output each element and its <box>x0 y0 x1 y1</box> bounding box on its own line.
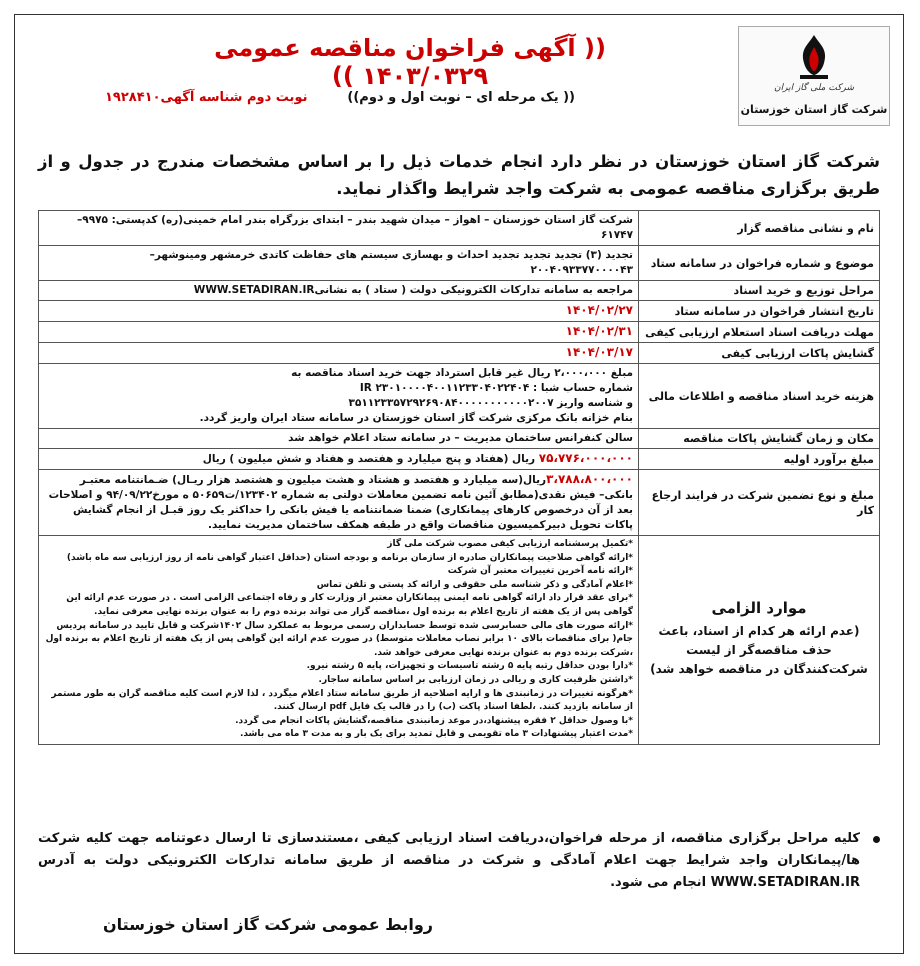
estimate-text: ریال (هفتاد و پنج میلیارد و هفتصد و هفتاد و شش میلیون ) ریال <box>202 453 539 465</box>
row-value <box>39 364 639 429</box>
row-value: تجدید (۳) تجدید تجدید تجدید احداث و بهسازی سیستم های حفاظت کاتدی خرمشهر ومینوشهر– ۲۰۰۴۰۹۳۳۷۷۰۰۰۰۴۳ <box>39 246 639 281</box>
list-item: *ارائه صورت های مالی حسابرسی شده توسط حسابداران رسمی مربوط به عملکرد سال ۱۴۰۲شرکت و قابل تایید در سامانه پردیس جام( برای مناقصات بالای ۱۰ برابر نصاب معاملات متوسط) در صورت عدم ارائه این گواهی پس از یک هفته از تاریخ اعلام به برنده اول ،شرکت برنده دوم به عنوان برنده نهایی معرفی خواهد شد. <box>45 620 633 658</box>
row-label: مهلت دریافت اسناد استعلام ارزیابی کیفی <box>639 322 880 343</box>
guarantee-amount: ۳،۷۸۸،۸۰۰،۰۰۰ <box>546 472 633 486</box>
logo-tagline: شرکت ملی گاز ایران <box>774 83 854 93</box>
table-row <box>39 301 880 322</box>
row-value <box>39 449 639 470</box>
list-item: *ارائه نامه آخرین تغییرات معتبر آن شرکت <box>447 566 633 577</box>
table-row <box>39 364 880 429</box>
process-note: کلیه مراحل برگزاری مناقصه، از مرحله فراخوان،دریافت اسناد ارزیابی کیفی ،مستندسازی تا ارسال دعوتنامه جهت کلیه شرکت ها/پیمانکاران واجد شرایط جهت اعلام آمادگی و شرکت در مناقصه از طریق سامانه تدارکات الکترونیکی دولت به آدرس WWW.SETADIRAN.IR انجام می شود. <box>38 831 860 890</box>
row-label: موضوع و شماره فراخوان در سامانه ستاد <box>639 246 880 281</box>
row-label: مبلغ و نوع تضمین شرکت در فرایند ارجاع کار <box>639 470 880 536</box>
row-label: نام و نشانی مناقصه گزار <box>639 211 880 246</box>
row-value: سالن کنفرانس ساختمان مدیریت – در سامانه ستاد اعلام خواهد شد <box>39 429 639 449</box>
fee-line: مبلغ ۲،۰۰۰،۰۰۰ ریال غیر قابل استرداد جهت خرید اسناد مناقصه به <box>291 367 633 379</box>
footer-signature: روابط عمومی شرکت گاز استان خوزستان <box>103 915 433 934</box>
page-subtitle: (( یک مرحله ای – نوبت اول و دوم)) <box>347 90 575 105</box>
row-label: هزینه خرید اسناد مناقصه و اطلاعات مالی <box>639 364 880 429</box>
table-row <box>39 449 880 470</box>
table-row <box>39 429 880 449</box>
company-logo <box>738 26 890 126</box>
row-label: مکان و زمان گشایش پاکات مناقصه <box>639 429 880 449</box>
guarantee-text: ریال(سه میلیارد و هفتصد و هشتاد و هشت میلیون و هشتصد هزار ریـال) ضـمانتنامه معتبـر بانکی– فیش نقدی(مطابق آئین نامه تضمین معاملات دولتی به شماره ۱۲۳۴۰۲/ت۵۰۶۵۹ ه مورخ۹۴/۰۹/۲۲ و اصلاحات بعد از آن درخصوص کارهای پیمانکاری) ضمنا ضمانتنامه یا فیش بانکی را حداکثر یک روز قبـل از انجام گشایش پاکات تحویل دبیرکمیسیون مناقصات واقع در طبقه همکف ساختمان مدیریت نمایید. <box>48 474 633 531</box>
table-row <box>39 322 880 343</box>
treasury-line: بنام خزانه بانک مرکزی شرکت گاز استان خوزستان در سامانه ستاد ایران واریز گردد. <box>199 412 633 424</box>
list-item: *با وصول حداقل ۲ فقره پیشنهاد،در موعد زمانبندی مناقصه،گشایش پاکات انجام می گردد. <box>235 715 633 726</box>
row-label: تاریخ انتشار فراخوان در سامانه ستاد <box>639 301 880 322</box>
list-item: *مدت اعتبار پیشنهادات ۳ ماه تقویمی و قابل تمدید برای یک بار و به مدت ۳ ماه می باشد. <box>239 729 633 740</box>
payment-id-line: و شناسه واریز ۳۵۱۱۲۳۳۵۷۲۹۲۶۹۰۸۴۰۰۰۰۰۰۰۰۰۰۰۲۰۰۷ <box>348 397 633 409</box>
row-label: مبلغ برآورد اولیه <box>639 449 880 470</box>
tender-spec-table <box>38 210 880 745</box>
row-value: شرکت گاز استان خوزستان – اهواز – میدان شهید بندر – ابتدای بزرگراه بندر امام خمینی(ره) کدپستی: ۹۹۷۵– ۶۱۷۴۷ <box>39 211 639 246</box>
row-value <box>39 470 639 536</box>
bullet-icon <box>873 836 880 843</box>
table-row <box>39 536 880 745</box>
row-value: مراجعه به سامانه تدارکات الکترونیکی دولت ( ستاد ) به نشانیWWW.SETADIRAN.IR <box>39 281 639 301</box>
row-label: گشایش پاکات ارزیابی کیفی <box>639 343 880 364</box>
deadline-date: ۱۴۰۴/۰۲/۳۱ <box>565 324 633 338</box>
list-item: *اعلام آمادگی و ذکر شناسه ملی حقوقی و ارائه کد پستی و تلفن تماس <box>316 579 633 590</box>
flame-logo-icon <box>794 31 834 81</box>
table-row <box>39 281 880 301</box>
table-row <box>39 246 880 281</box>
requirements-title: موارد الزامی <box>711 598 807 617</box>
estimate-amount: ۷۵،۷۷۶،۰۰۰،۰۰۰ <box>538 451 633 465</box>
table-row <box>39 470 880 536</box>
notice-id: نوبت دوم شناسه آگهی۱۹۲۸۴۱۰ <box>105 90 308 105</box>
table-row <box>39 211 880 246</box>
list-item: *تکمیل پرسشنامه ارزیابی کیفی مصوب شرکت ملی گاز <box>387 539 633 549</box>
list-item: *داشتن ظرفیت کاری و ریالی در زمان ارزیابی بر اساس سامانه ساجار. <box>318 674 633 685</box>
list-item: *هرگونه تغییرات در زمانبندی ها و ارایه اصلاحیه از طریق سامانه ستاد اعلام میگردد ، لذا لازم است کلیه مناقصه گران به طور مستمر از سامانه بازدید کنند. ،لطفا اسناد پاکت (ب) را در قالب یک فایل pdf ارسال کنند. <box>51 688 633 713</box>
list-item: *ارائه گواهی صلاحیت پیمانکاران صادره از سازمان برنامه و بودجه استان (حداقل اعتبار گواهی نامه از روز ارزیابی سه ماه باشد) <box>66 552 633 563</box>
iban-line: شماره حساب شبا : IR ۲۳۰۱۰۰۰۰۴۰۰۱۱۲۳۳۰۴۰۲۲۴۰۴ <box>359 382 633 394</box>
list-item: *برای عقد قرار داد ارائه گواهی نامه ایمنی پیمانکاران معتبر از وزارت کار و رفاه اجتماعی الزامی است . در صورت عدم ارائه این گواهی پس از یک هفته از تاریخ اعلام به برنده اول ،مناقصه گزار می تواند برنده دوم را به عنوان برنده نهایی معرفی نماید. <box>66 593 633 617</box>
publish-date: ۱۴۰۴/۰۲/۲۷ <box>565 303 633 317</box>
requirements-list <box>39 536 639 745</box>
intro-paragraph: شرکت گاز استان خوزستان در نظر دارد انجام خدمات ذیل را بر اساس مشخصات مندرج در جدول و از طریق برگزاری مناقصه عمومی به شرکت واجد شرایط واگذار نماید. <box>38 152 880 198</box>
list-item: *دارا بودن حداقل رتبه پایه ۵ رشته تاسیسات و تجهیزات، پایه ۵ رشته نیرو. <box>306 661 633 672</box>
row-label: مراحل توزیع و خرید اسناد <box>639 281 880 301</box>
table-row <box>39 343 880 364</box>
logo-company-name: شرکت گاز استان خوزستان <box>740 103 888 116</box>
opening-date: ۱۴۰۴/۰۳/۱۷ <box>565 345 633 359</box>
page-title: (( آگهی فراخوان مناقصه عمومی ۱۴۰۳/۰۳۲۹ )) <box>214 34 606 90</box>
requirements-subtitle: (عدم ارائه هر کدام از اسناد، باعث حذف مناقصه‌گر از لیست شرکت‌کنندگان در مناقصه خواهد شد) <box>650 623 868 676</box>
requirements-label <box>639 536 880 745</box>
